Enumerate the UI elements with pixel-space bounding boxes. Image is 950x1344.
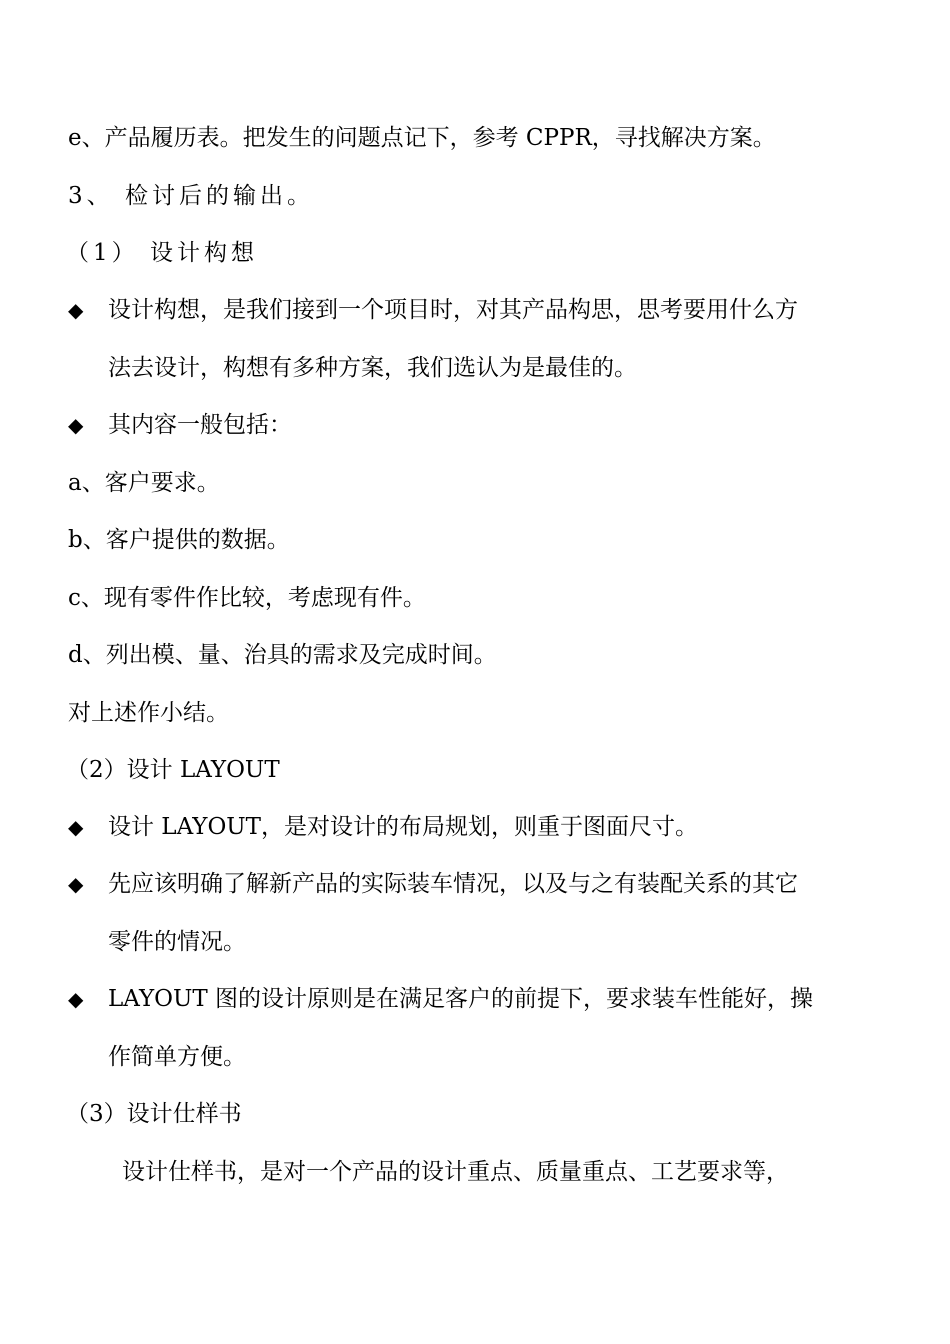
bullet-text: 先应该明确了解新产品的实际装车情况，以及与之有装配关系的其它 bbox=[108, 871, 798, 897]
bullet-content-includes bbox=[68, 410, 292, 440]
diamond-bullet-icon: ◆ bbox=[68, 413, 84, 437]
bullet-layout-definition bbox=[68, 812, 698, 842]
diamond-bullet-icon: ◆ bbox=[68, 815, 84, 839]
bullet-text: 其内容一般包括： bbox=[108, 412, 292, 438]
item-a-customer-requirements: a、客户要求。 bbox=[68, 470, 220, 496]
item-c-existing-parts: c、现有零件作比较，考虑现有件。 bbox=[68, 585, 426, 611]
bullet-text: 设计构想，是我们接到一个项目时，对其产品构思，思考要用什么方 bbox=[108, 297, 798, 323]
subsection-1-heading: （1） 设计构想 bbox=[66, 240, 258, 266]
bullet-text: 设计 LAYOUT，是对设计的布局规划，则重于图面尺寸。 bbox=[108, 814, 699, 840]
bullet-design-concept bbox=[68, 295, 798, 325]
section-3-heading: 3、 检讨后的输出。 bbox=[68, 183, 314, 209]
bullet-continuation: 零件的情况。 bbox=[108, 929, 246, 955]
diamond-bullet-icon: ◆ bbox=[68, 872, 84, 896]
item-d-tooling-needs: d、列出模、量、治具的需求及完成时间。 bbox=[68, 642, 497, 668]
summary-line: 对上述作小结。 bbox=[68, 700, 229, 726]
bullet-vehicle-installation bbox=[68, 869, 798, 899]
subsection-3-heading: （3）设计仕样书 bbox=[66, 1101, 242, 1127]
spec-sheet-paragraph: 设计仕样书，是对一个产品的设计重点、质量重点、工艺要求等， bbox=[122, 1159, 789, 1185]
item-e-product-history: e、产品履历表。把发生的问题点记下，参考 CPPR，寻找解决方案。 bbox=[68, 125, 776, 151]
diamond-bullet-icon: ◆ bbox=[68, 987, 84, 1011]
bullet-layout-principle bbox=[68, 984, 813, 1014]
bullet-continuation: 作简单方便。 bbox=[108, 1044, 246, 1070]
item-b-customer-data: b、客户提供的数据。 bbox=[68, 527, 290, 553]
diamond-bullet-icon: ◆ bbox=[68, 298, 84, 322]
subsection-2-heading: （2）设计 LAYOUT bbox=[66, 757, 280, 783]
bullet-continuation: 法去设计，构想有多种方案，我们选认为是最佳的。 bbox=[108, 355, 637, 381]
bullet-text: LAYOUT 图的设计原则是在满足客户的前提下，要求装车性能好，操 bbox=[108, 986, 814, 1012]
